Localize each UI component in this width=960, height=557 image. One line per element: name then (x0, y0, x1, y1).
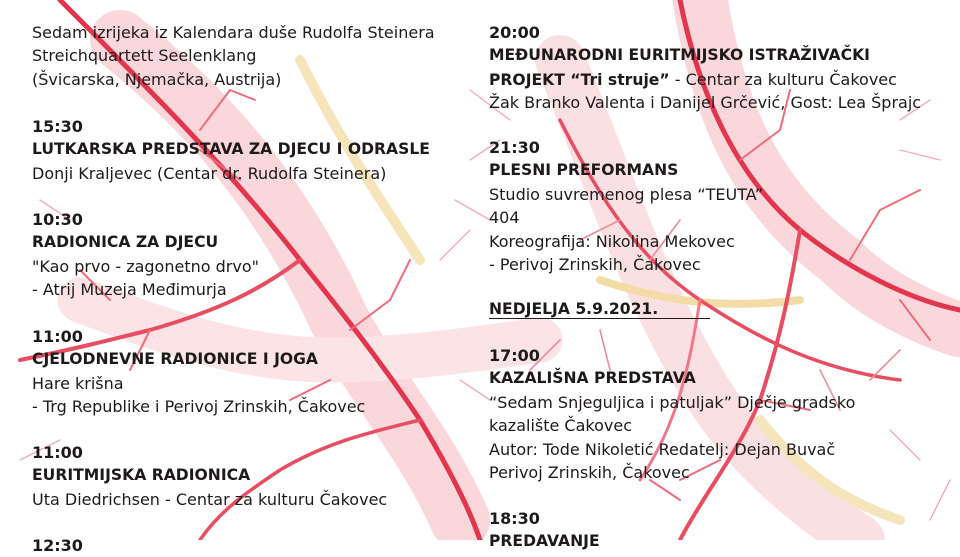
event-detail: Donji Kraljevec (Centar dr. Rudolfa Steinera) (32, 163, 387, 183)
event-location: Perivoj Zrinskih, Čakovec (489, 462, 690, 482)
event-heading: KAZALIŠNA PREDSTAVA (489, 369, 696, 388)
event-block (489, 21, 921, 115)
event-block (32, 534, 83, 557)
project-title: PROJEKT “Tri struje” (489, 70, 670, 89)
event-heading: LUTKARSKA PREDSTAVA ZA DJECU I ODRASLE (32, 140, 430, 159)
event-detail: “Sedam Snjeguljica i patuljak” Dječje gradsko (489, 392, 856, 412)
event-block (32, 208, 259, 302)
event-time: 10:30 (32, 210, 83, 229)
date-heading: NEDJELJA 5.9.2021. (489, 298, 710, 319)
event-location: - Perivoj Zrinskih, Čakovec (489, 254, 701, 274)
event-credits: Autor: Tode Nikoletić Redatelj: Dejan Buvač (489, 439, 836, 459)
event-location: - Atrij Muzeja Međimurja (32, 280, 227, 300)
event-heading: PLESNI PREFORMANS (489, 161, 679, 180)
event-time: 15:30 (32, 117, 83, 136)
event-block (489, 136, 763, 276)
event-block (489, 507, 600, 554)
intro-line: Sedam izrijeka iz Kalendara duše Rudolfa Steinera (32, 23, 435, 42)
event-time: 11:00 (32, 443, 83, 462)
event-time: 12:30 (32, 536, 83, 555)
event-block (489, 344, 855, 484)
event-detail: Koreografija: Nikolina Mekovec (489, 231, 735, 251)
event-heading: PREDAVANJE (489, 532, 600, 551)
event-location: - Trg Republike i Perivoj Zrinskih, Čakovec (32, 397, 366, 417)
event-heading-continued (489, 68, 921, 91)
event-detail: Studio suvremenog plesa “TEUTA” (489, 184, 764, 204)
event-heading: CJELODNEVNE RADIONICE I JOGA (32, 350, 318, 369)
event-block (32, 441, 387, 511)
date-heading-block (489, 298, 710, 319)
event-detail: Uta Diedrichsen - Centar za kulturu Čakovec (32, 489, 388, 509)
event-detail: Hare krišna (32, 373, 124, 393)
event-detail: kazalište Čakovec (489, 416, 632, 436)
event-detail: "Kao prvo - zagonetno drvo" (32, 256, 259, 276)
event-location: - Centar za kulturu Čakovec (669, 69, 897, 89)
event-block (32, 115, 430, 185)
event-time: 18:30 (489, 509, 540, 528)
intro-block (32, 21, 435, 91)
event-block (32, 325, 365, 419)
event-detail: 404 (489, 208, 520, 228)
event-time: 11:00 (32, 327, 83, 346)
event-heading: RADIONICA ZA DJECU (32, 233, 219, 252)
event-time: 17:00 (489, 346, 540, 365)
ensemble-name: Streichquartett Seelenklang (32, 46, 257, 66)
event-heading: EURITMIJSKA RADIONICA (32, 466, 251, 485)
event-time: 21:30 (489, 138, 540, 157)
event-performers: Žak Branko Valenta i Danijel Grčević, Gost: Lea Šprajc (489, 93, 922, 113)
ensemble-countries: (Švicarska, Njemačka, Austrija) (32, 69, 282, 89)
event-heading: MEĐUNARODNI EURITMIJSKO ISTRAŽIVAČKI (489, 46, 870, 65)
event-time: 20:00 (489, 23, 540, 42)
